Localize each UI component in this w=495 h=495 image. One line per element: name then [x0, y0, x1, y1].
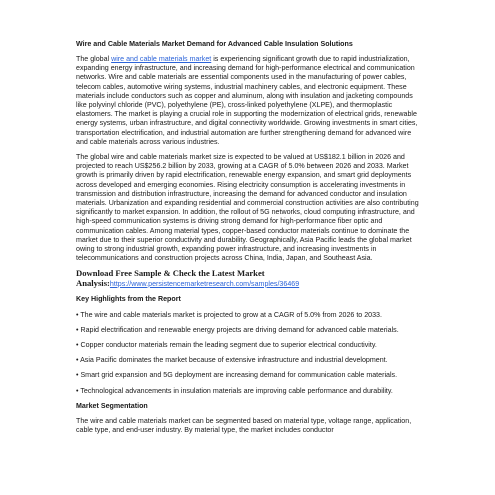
highlight-item: • Asia Pacific dominates the market because of extensive infrastructure and industrial development. — [76, 356, 388, 365]
download-sample-line — [76, 269, 420, 289]
document-page — [76, 40, 420, 442]
segmentation-paragraph: The wire and cable materials market can be segmented based on material type, voltage range, application, cable type, and end-user industry. By material type, the market includes conductor — [76, 417, 412, 435]
intro-text-end: is experiencing significant growth due to rapid industrialization, expanding energy infrastructure, and increasing demand for high-performance electrical and communication networks. Wire and cable materials are essential components used in the manufacturing of power cables, telecom cables, automotive wiring systems, industrial machinery cables, and electronic equipment. These materials include conductors such as copper and aluminum, along with insulation and jacketing compounds like polyvinyl chloride (PVC), polyethylene (PE), cross-linked polyethylene (XLPE), and thermoplastic elastomers. The market is playing a crucial role in supporting the modernization of electrical grids, renewable energy systems, urban infrastructure, and digital connectivity worldwide. Growing investments in smart cities, transportation electrification, and industrial automation are further strengthening demand for advanced wire and cable materials across various industries. — [76, 55, 418, 146]
highlight-item: • Rapid electrification and renewable energy projects are driving demand for advanced cable materials. — [76, 325, 399, 334]
market-size-paragraph: The global wire and cable materials market size is expected to be valued at US$182.1 billion in 2026 and projected to reach US$256.2 billion by 2033, growing at a CAGR of 5.0% between 2026 and 2033. Market growth is primarily driven by rapid electrification, renewable energy expansion, and smart grid deployments across developed and emerging economies. Rising electricity consumption is accelerating investments in transmission and distribution infrastructure, increasing the demand for advanced conductor and insulation materials. Urbanization and expanding residential and commercial construction activities are also contributing significantly to market expansion. In addition, the rollout of 5G networks, cloud computing infrastructure, and high-speed communication systems is driving strong demand for high-performance fiber optic and communication cables. Among material types, copper-based conductor materials continue to dominate the market due to their superior conductivity and durability. Geographically, Asia Pacific leads the global market owing to strong industrial growth, expanding power infrastructure, and increasing investments in telecommunications and construction projects across China, India, Japan, and Southeast Asia. — [76, 153, 419, 263]
download-label: Download Free Sample & Check the Latest Market Analysis: — [76, 268, 265, 288]
highlight-item: • Copper conductor materials remain the leading segment due to superior electrical conductivity. — [76, 341, 377, 350]
highlights-heading: Key Highlights from the Report — [76, 295, 181, 304]
segmentation-heading: Market Segmentation — [76, 401, 148, 410]
document-title: Wire and Cable Materials Market Demand for Advanced Cable Insulation Solutions — [76, 40, 353, 48]
highlights-list — [76, 311, 420, 396]
highlight-item: • The wire and cable materials market is projected to grow at a CAGR of 5.0% from 2026 to 2033. — [76, 310, 382, 319]
intro-text-start: The global — [76, 55, 112, 63]
highlight-item: • Smart grid expansion and 5G deployment are increasing demand for communication cable materials. — [76, 371, 398, 380]
market-link[interactable]: wire and cable materials market — [111, 55, 212, 63]
intro-paragraph — [76, 55, 420, 147]
sample-link[interactable]: https://www.persistencemarketresearch.com/samples/36469 — [109, 279, 300, 288]
highlight-item: • Technological advancements in insulation materials are improving cable performance and durability. — [76, 386, 393, 395]
